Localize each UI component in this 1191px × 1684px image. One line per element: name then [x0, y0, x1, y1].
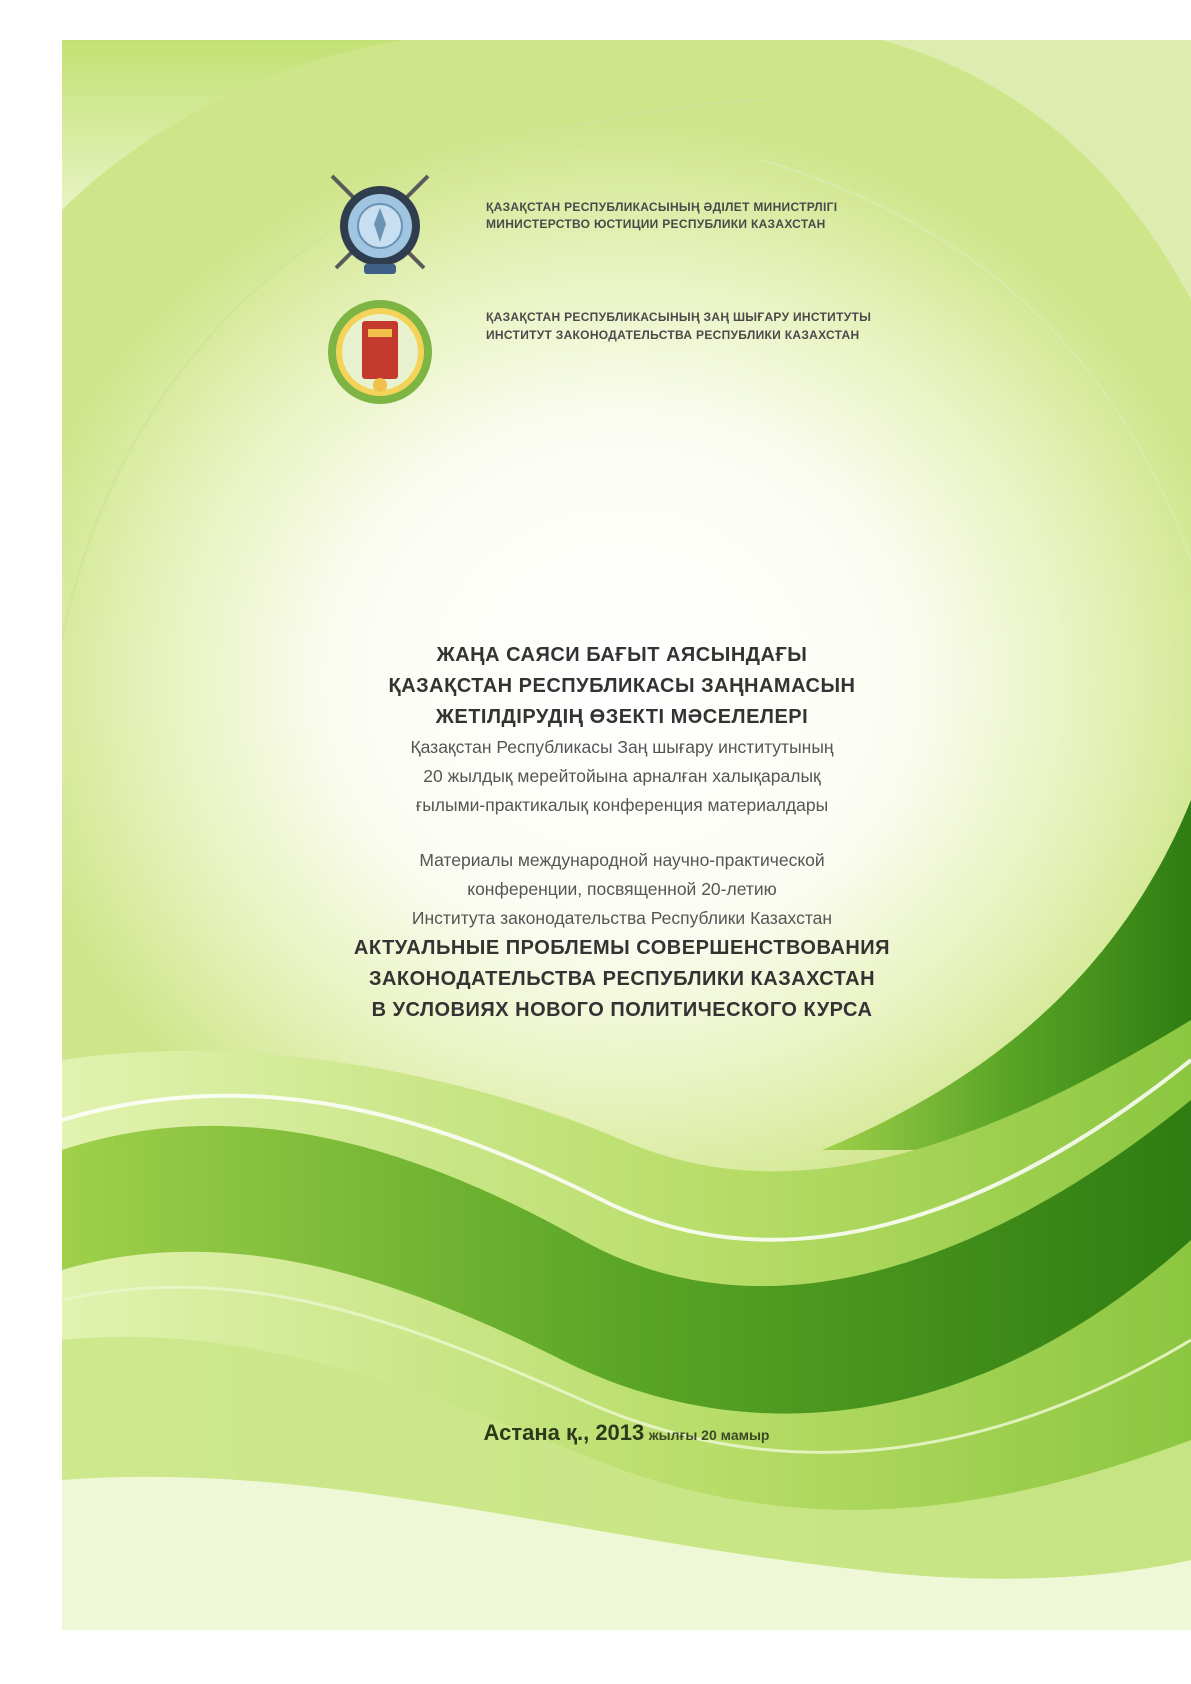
title-ru-line-1: АКТУАЛЬНЫЕ ПРОБЛЕМЫ СОВЕРШЕНСТВОВАНИЯ: [353, 937, 891, 959]
title-kz-line-3: ЖЕТІЛДІРУДІҢ ӨЗЕКТІ МӘСЕЛЕЛЕРІ: [435, 706, 809, 728]
subtitle-ru-line-3: Института законодательства Республики Казахстан: [411, 908, 833, 928]
book-cover: [62, 40, 1191, 1630]
subtitle-kz-line-1: Қазақстан Республикасы Заң шығару институтының: [410, 737, 834, 757]
ministry-emblem-icon: [324, 168, 436, 280]
title-kz-line-2: ҚАЗАҚСТАН РЕСПУБЛИКАСЫ ЗАҢНАМАСЫН: [388, 675, 856, 697]
subtitle-ru-line-1: Материалы международной научно-практической: [419, 850, 825, 870]
publication-place-year: Астана қ., 2013: [483, 1420, 645, 1445]
title-ru-line-3: В УСЛОВИЯХ НОВОГО ПОЛИТИЧЕСКОГО КУРСА: [371, 999, 873, 1021]
ministry-name-kz: ҚАЗАҚСТАН РЕСПУБЛИКАСЫНЫҢ ӘДІЛЕТ МИНИСТРЛІГІ: [486, 200, 838, 214]
institute-name-ru: ИНСТИТУТ ЗАКОНОДАТЕЛЬСТВА РЕСПУБЛИКИ КАЗАХСТАН: [486, 328, 860, 342]
subtitle-kz-line-2: 20 жылдық мерейтойына арналған халықаралық: [423, 766, 821, 786]
title-block: [222, 640, 1022, 1026]
ministry-name-ru: МИНИСТЕРСТВО ЮСТИЦИИ РЕСПУБЛИКИ КАЗАХСТАН: [486, 217, 826, 231]
institute-emblem-icon: [324, 295, 436, 410]
publication-footer: [62, 1420, 1191, 1446]
title-ru-line-2: ЗАКОНОДАТЕЛЬСТВА РЕСПУБЛИКИ КАЗАХСТАН: [368, 968, 876, 990]
subtitle-kz-line-3: ғылыми-практикалық конференция материалдары: [415, 795, 829, 815]
publication-date: жылғы 20 мамыр: [648, 1427, 770, 1443]
title-kz-line-1: ЖАҢА САЯСИ БАҒЫТ АЯСЫНДАҒЫ: [436, 644, 808, 666]
institute-name-kz: ҚАЗАҚСТАН РЕСПУБЛИКАСЫНЫҢ ЗАҢ ШЫҒАРУ ИНСТИТУТЫ: [486, 310, 872, 324]
subtitle-ru-line-2: конференции, посвященной 20-летию: [467, 879, 777, 899]
